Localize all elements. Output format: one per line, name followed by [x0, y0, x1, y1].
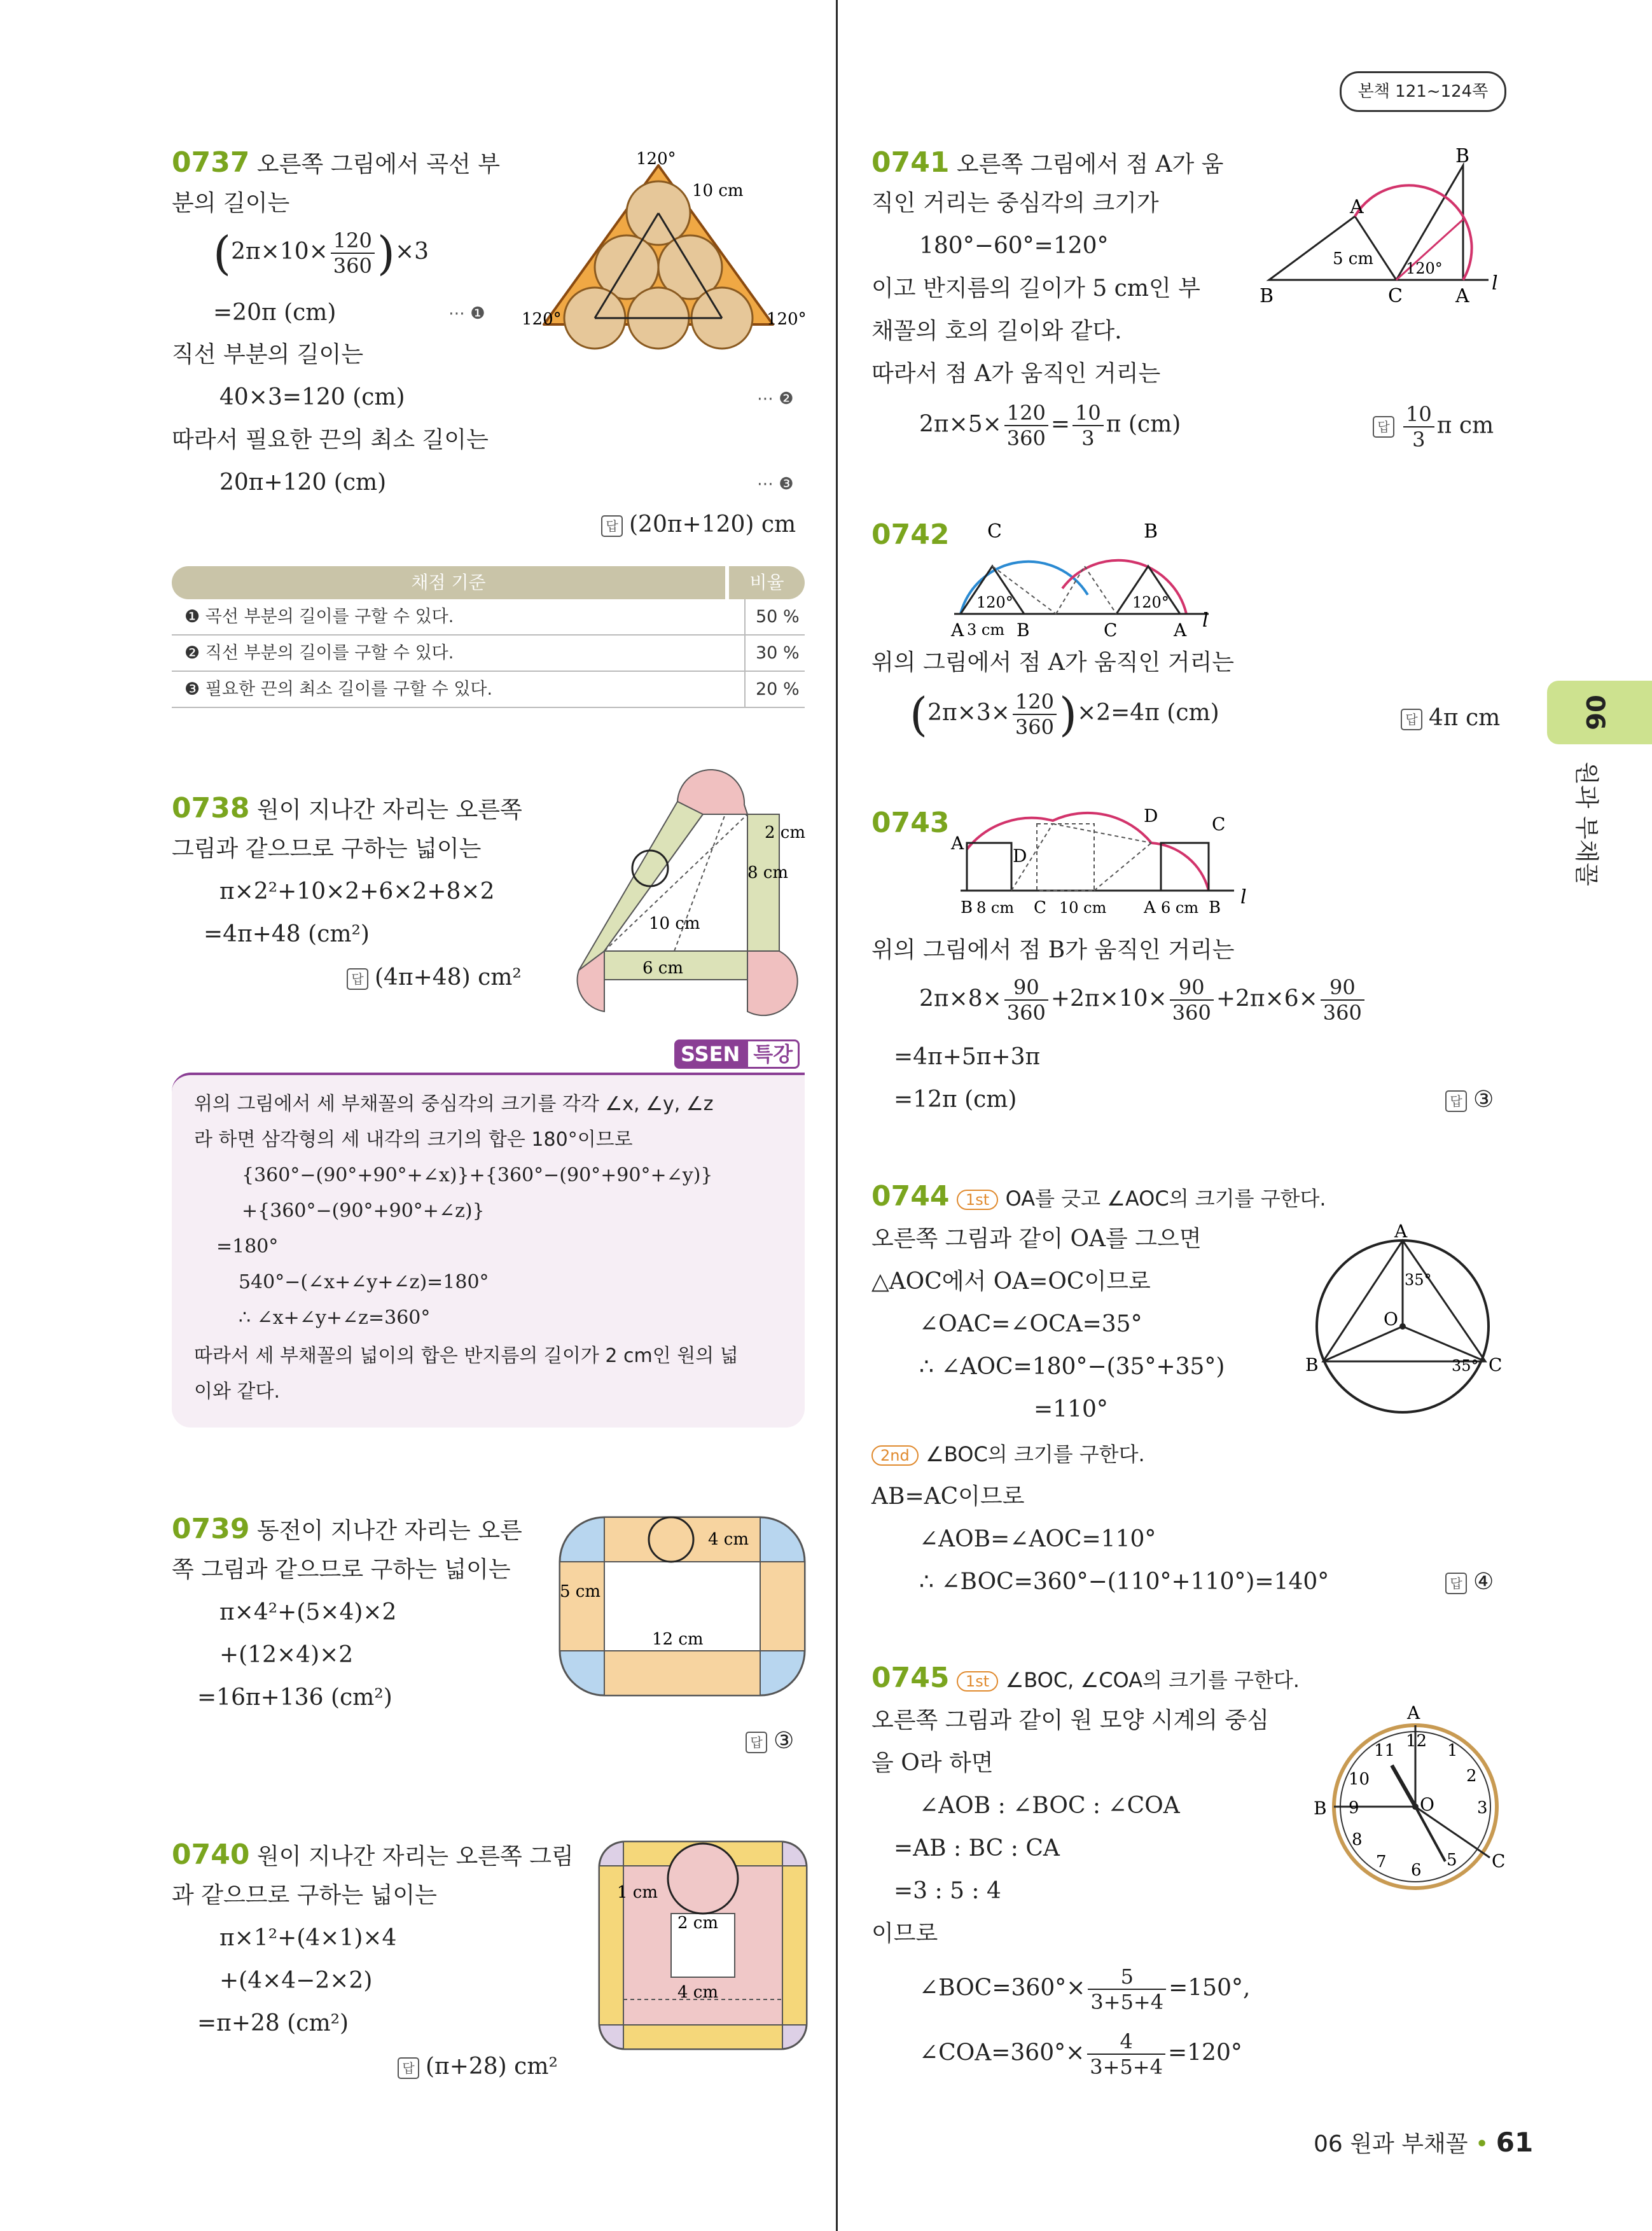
problem-0745-line4: ∠AOB : ∠BOC : ∠COA: [919, 1793, 1180, 1819]
fig0742-label-l: l: [1202, 609, 1209, 632]
ssen-line3: {360°−(90°+90°+∠x)}+{360°−(90°+90°+∠y)}: [242, 1164, 713, 1186]
problem-0739-figure: [557, 1514, 808, 1699]
problem-0743-line1: 위의 그림에서 점 B가 움직인 거리는: [871, 937, 1235, 963]
clock-2: 2: [1466, 1767, 1477, 1786]
page-number: 61: [1496, 2127, 1534, 2158]
criteria-text: ❸ 필요한 끈의 최소 길이를 구할 수 있다.: [184, 679, 493, 699]
fig0739-label-b: 5 cm: [560, 1582, 601, 1601]
problem-0737-answer: 답 (20π+120) cm: [601, 511, 796, 538]
fig0744-label-O: O: [1384, 1309, 1398, 1330]
problem-0739-answer: 답 ③: [746, 1727, 794, 1755]
fig0742-label-A: A: [951, 620, 964, 641]
fig0740-label-a: 1 cm: [617, 1883, 658, 1902]
fig0743-label-D: D: [1013, 845, 1027, 866]
problem-0737-line5: 직선 부분의 길이는: [172, 342, 364, 368]
ssen-line6: 540°−(∠x+∠y+∠z)=180°: [239, 1271, 489, 1293]
problem-0741-line4: 이고 반지름의 길이가 5 cm인 부: [871, 275, 1200, 302]
fig0743-side-1: 8 cm: [976, 899, 1015, 917]
problem-0743-answer: 답 ③: [1445, 1086, 1494, 1113]
criteria-marker-3: ⋯ ❸: [757, 475, 794, 494]
fig0743-label-A: A: [951, 833, 964, 854]
problem-0739-line4: +(12×4)×2: [219, 1642, 354, 1668]
clock-11: 11: [1374, 1741, 1396, 1760]
criteria-text: ❶ 곡선 부분의 길이를 구할 수 있다.: [184, 607, 454, 627]
clock-6: 6: [1411, 1861, 1422, 1880]
fig0741-angle: 120°: [1406, 260, 1443, 277]
fig0744-label-B: B: [1305, 1354, 1319, 1375]
criteria-header: 채점 기준: [172, 566, 725, 599]
fig0744-label-C: C: [1489, 1354, 1503, 1375]
problem-0738-line4: =4π+48 (cm²): [204, 921, 370, 947]
clock-10: 10: [1349, 1770, 1370, 1789]
fig0741-label-B2: B: [1455, 145, 1470, 167]
fig0742-angle-2: 120°: [1132, 594, 1169, 611]
problem-0743-line3: =4π+5π+3π: [894, 1044, 1041, 1070]
problem-0745-line2: 오른쪽 그림과 같이 원 모양 시계의 중심: [871, 1707, 1270, 1734]
problem-0745-line6: =3 : 5 : 4: [894, 1878, 1001, 1904]
problem-0741-line5: 채꼴의 호의 길이와 같다.: [871, 318, 1122, 344]
criteria-ratio: 30 %: [744, 636, 800, 671]
fig0743-label-A2: A: [1144, 898, 1156, 917]
criteria-text: ❷ 직선 부분의 길이를 구할 수 있다.: [184, 643, 454, 663]
problem-0744-line4: ∠OAC=∠OCA=35°: [919, 1311, 1142, 1337]
problem-0737-line6: 40×3=120 (cm): [219, 384, 405, 410]
fig0745-label-A: A: [1407, 1702, 1420, 1723]
ssen-line5: =180°: [216, 1235, 279, 1258]
ssen-line2: 라 하면 삼각형의 세 내각의 크기의 합은 180°이므로: [194, 1129, 633, 1151]
problem-0739-line2: 쪽 그림과 같으므로 구하는 넓이는: [172, 1557, 511, 1583]
problem-0743-number: 0743: [871, 807, 950, 839]
problem-0737-line8: 20π+120 (cm): [219, 469, 387, 496]
criteria-row: [172, 599, 805, 636]
problem-0742-number: 0742: [871, 518, 950, 551]
problem-0744-line8: AB=AC이므로: [871, 1484, 1025, 1510]
criteria-ratio: 20 %: [744, 672, 800, 707]
problem-0744-answer: 답 ④: [1445, 1568, 1494, 1595]
problem-0738-line3: π×2²+10×2+6×2+8×2: [219, 879, 495, 905]
page-reference-badge: 본책 121~124쪽: [1340, 71, 1506, 112]
problem-0745-line5: =AB : BC : CA: [894, 1835, 1060, 1861]
fig0743-label-l: l: [1240, 886, 1247, 908]
footer-chapter: 06 원과 부채꼴: [1314, 2131, 1468, 2157]
fig0745-label-B: B: [1314, 1798, 1327, 1819]
fig0743-side-2: 10 cm: [1059, 899, 1107, 917]
problem-0740-line4: +(4×4−2×2): [219, 1968, 373, 1994]
fig0744-label-A: A: [1394, 1221, 1408, 1242]
footer-dot: •: [1475, 2131, 1489, 2157]
problem-0740-line2: 과 같으므로 구하는 넓이는: [172, 1882, 437, 1908]
fig0741-label-A2: A: [1455, 285, 1469, 307]
problem-0741-figure: [1253, 143, 1508, 315]
scoring-criteria-table: [172, 566, 805, 708]
problem-0745-eq2: ∠COA=360°× $\frac{4}{3+5+4}$ =120°: [919, 2029, 1242, 2080]
problem-0738-line2: 그림과 같으므로 구하는 넓이는: [172, 836, 482, 862]
ssen-line7: ∴ ∠x+∠y+∠z=360°: [239, 1307, 431, 1329]
fig0743-label-B: B: [961, 898, 973, 917]
problem-0737-figure: [522, 146, 807, 350]
clock-12: 12: [1406, 1732, 1427, 1751]
clock-9: 9: [1349, 1798, 1359, 1817]
problem-0739-line5: =16π+136 (cm²): [197, 1685, 392, 1711]
problem-0738-text: 0738 원이 지나간 자리는 오른쪽: [172, 792, 522, 824]
problem-0745-eq1: ∠BOC=360°× $\frac{5}{3+5+4}$ =150°,: [919, 1964, 1251, 2015]
problem-0740-text: 0740 원이 지나간 자리는 오른쪽 그림: [172, 1838, 574, 1871]
fig0743-label-B2: B: [1209, 898, 1221, 917]
problem-0741-line6: 따라서 점 A가 움직인 거리는: [871, 361, 1161, 387]
fig0738-label-a: 2 cm: [765, 823, 806, 842]
clock-7: 7: [1376, 1852, 1387, 1872]
problem-0743-formula: 2π×8× $\frac{90}{360}$ +2π×10× $\frac{90}{360}$ +2π×6× $\frac{90}{360}$: [919, 975, 1367, 1025]
problem-0744-line9: ∠AOB=∠AOC=110°: [919, 1526, 1156, 1552]
fig0745-label-C: C: [1492, 1851, 1506, 1872]
fig0744-angle-2: 35°: [1452, 1357, 1479, 1375]
problem-0740-line5: =π+28 (cm²): [197, 2010, 349, 2036]
fig0740-label-c: 4 cm: [677, 1983, 719, 2002]
clock-8: 8: [1352, 1830, 1363, 1849]
problem-0737-line7: 따라서 필요한 끈의 최소 길이는: [172, 427, 489, 453]
problem-0739-line3: π×4²+(5×4)×2: [219, 1599, 397, 1625]
fig0739-label-a: 4 cm: [708, 1530, 749, 1549]
fig0738-label-c: 10 cm: [649, 914, 700, 933]
problem-0737-line2: 분의 길이는: [172, 190, 290, 216]
fig0744-angle-1: 35°: [1405, 1271, 1432, 1289]
problem-0744-step2: 2nd ∠BOC의 크기를 구한다.: [871, 1440, 1145, 1468]
fig0742-label-B: B: [1144, 520, 1158, 543]
problem-0737-line4: =20π (cm): [213, 300, 337, 326]
problem-0737-formula: (2π×10× $\frac{120}{360}$ )×3: [213, 226, 429, 280]
fig0741-label-A: A: [1350, 196, 1364, 218]
problem-0744-line6: =110°: [1034, 1396, 1108, 1422]
fig0740-label-b: 2 cm: [677, 1914, 719, 1933]
fig0741-radius: 5 cm: [1333, 249, 1374, 268]
problem-0737-text: 0737 오른쪽 그림에서 곡선 부: [172, 146, 501, 179]
problem-0741-text: 0741 오른쪽 그림에서 점 A가 움: [871, 146, 1224, 179]
fig0739-label-c: 12 cm: [652, 1630, 704, 1649]
problem-0740-answer: 답 (π+28) cm²: [398, 2053, 558, 2080]
criteria-marker-1: ⋯ ❶: [448, 304, 485, 323]
problem-0744-figure: [1298, 1218, 1501, 1422]
problem-0744-line5: ∴ ∠AOC=180°−(35°+35°): [919, 1354, 1225, 1380]
ssen-line1: 위의 그림에서 세 부채꼴의 중심각의 크기를 각각 ∠x, ∠y, ∠z: [194, 1093, 714, 1115]
clock-5: 5: [1447, 1851, 1457, 1870]
criteria-row: [172, 672, 805, 708]
fig0737-angle-top: 120°: [636, 149, 676, 169]
problem-0742-formula: (2π×3× $\frac{120}{360}$ )×2=4π (cm): [910, 688, 1219, 741]
problem-0742-line1: 위의 그림에서 점 A가 움직인 거리는: [871, 650, 1235, 676]
problem-0741-line3: 180°−60°=120°: [919, 233, 1109, 259]
ratio-header: 비율: [729, 566, 805, 599]
fig0743-label-C: C: [1212, 814, 1226, 835]
fig0742-radius: 3 cm: [967, 621, 1005, 639]
problem-0741-answer: 답 $\frac{10}{3}$ π cm: [1373, 402, 1494, 452]
fig0737-radius: 10 cm: [692, 181, 744, 200]
problem-0741-formula: 2π×5× $\frac{120}{360}$ = $\frac{10}{3}$ π (cm): [919, 401, 1181, 451]
problem-0741-line2: 직인 거리는 중심각의 크기가: [871, 190, 1159, 216]
criteria-ratio: 50 %: [744, 599, 800, 634]
fig0738-label-b: 8 cm: [747, 863, 789, 882]
chapter-side-tab-number: 06: [1580, 695, 1609, 730]
clock-3: 3: [1477, 1798, 1488, 1817]
fig0743-label-C2: C: [1034, 898, 1046, 917]
fig0741-label-C: C: [1388, 285, 1403, 307]
problem-0745-line3: 을 O라 하면: [871, 1750, 994, 1776]
problem-0745-figure: [1310, 1702, 1514, 1889]
fig0743-label-D2: D: [1144, 805, 1158, 826]
problem-0744-line3: △AOC에서 OA=OC이므로: [871, 1268, 1151, 1295]
fig0741-label-B: B: [1260, 285, 1274, 307]
fig0742-label-A2: A: [1174, 620, 1187, 641]
fig0742-label-C: C: [987, 520, 1002, 543]
problem-0744-step1: 0744 1st OA를 긋고 ∠AOC의 크기를 구한다.: [871, 1180, 1326, 1213]
problem-0740-figure: [598, 1840, 808, 2050]
problem-0738-figure: [566, 792, 814, 1021]
problem-0744-line2: 오른쪽 그림과 같이 OA를 그으면: [871, 1226, 1202, 1252]
problem-0742-figure: [941, 515, 1234, 643]
problem-0738-answer: 답 (4π+48) cm²: [347, 964, 522, 991]
fig0742-label-C2: C: [1104, 620, 1118, 641]
clock-1: 1: [1447, 1741, 1458, 1760]
problem-0740-line3: π×1²+(4×1)×4: [219, 1925, 397, 1951]
fig0738-label-d: 6 cm: [642, 959, 684, 978]
column-divider: [836, 0, 838, 2231]
ssen-line9: 이와 같다.: [194, 1380, 280, 1403]
fig0742-angle-1: 120°: [976, 594, 1013, 611]
criteria-row: [172, 636, 805, 672]
ssen-badge: SSEN 특강: [674, 1038, 800, 1067]
chapter-side-tab-title: 원과 부채꼴: [1572, 761, 1600, 886]
fig0742-label-B2: B: [1017, 620, 1030, 641]
problem-0743-line4: =12π (cm): [894, 1087, 1017, 1113]
problem-0745-step1: 0745 1st ∠BOC, ∠COA의 크기를 구한다.: [871, 1662, 1300, 1694]
page-footer: [1314, 2126, 1533, 2158]
ssen-line8: 따라서 세 부채꼴의 넓이의 합은 반지름의 길이가 2 cm인 원의 넓: [194, 1345, 739, 1367]
ssen-line4: +{360°−(90°+90°+∠z)}: [242, 1200, 485, 1222]
problem-0744-line10: ∴ ∠BOC=360°−(110°+110°)=140°: [919, 1569, 1329, 1595]
fig0743-side-3: 6 cm: [1161, 899, 1199, 917]
fig0741-label-l: l: [1492, 272, 1498, 295]
fig0745-label-O: O: [1420, 1794, 1434, 1815]
problem-0742-answer: 답 4π cm: [1401, 704, 1500, 732]
fig0737-angle-right: 120°: [767, 310, 807, 329]
problem-0739-text: 0739 동전이 지나간 자리는 오른: [172, 1513, 522, 1545]
problem-0745-line7: 이므로: [871, 1921, 938, 1947]
criteria-marker-2: ⋯ ❷: [757, 389, 794, 408]
problem-0743-figure: [941, 802, 1260, 929]
fig0737-angle-left: 120°: [522, 310, 562, 329]
